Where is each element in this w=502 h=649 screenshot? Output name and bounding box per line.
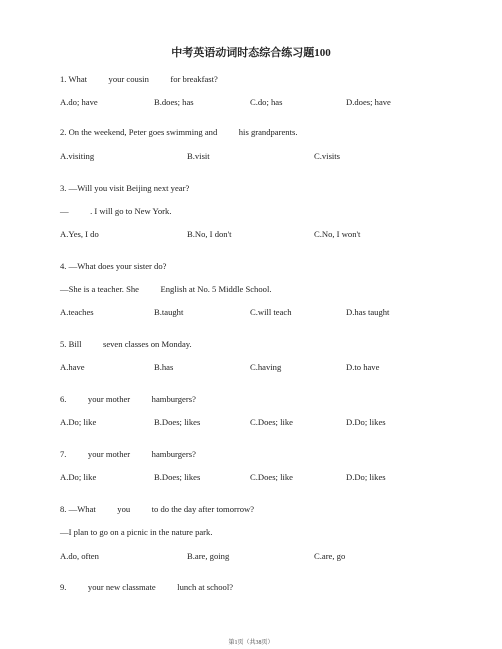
question-8-answer-line: —I plan to go on a picnic in the nature park.: [60, 527, 213, 537]
question-3-option-a: A.Yes, I do: [60, 229, 99, 239]
question-2-stem: 2. On the weekend, Peter goes swimming and his grandparents.: [60, 127, 298, 137]
question-1-option-d: D.does; have: [346, 97, 391, 107]
page-title: 中考英语动词时态综合练习题100: [171, 47, 331, 59]
question-8-option-a: A.do, often: [60, 551, 99, 561]
question-8-option-c: C.are, go: [314, 551, 346, 561]
question-4-answer-line: —She is a teacher. She English at No. 5 Middle School.: [60, 284, 272, 294]
question-6-stem: 6. your mother hamburgers?: [60, 394, 196, 404]
question-5-option-d: D.to have: [346, 362, 380, 372]
question-5-stem: 5. Bill seven classes on Monday.: [60, 339, 192, 349]
question-1-option-b: B.does; has: [154, 97, 194, 107]
question-4-option-c: C.will teach: [250, 307, 292, 317]
question-3-option-b: B.No, I don't: [187, 229, 232, 239]
page-footer: 第1页（共38页）: [228, 640, 274, 646]
question-4-stem: 4. —What does your sister do?: [60, 261, 167, 271]
question-8-option-b: B.are, going: [187, 551, 230, 561]
question-6-option-b: B.Does; likes: [154, 417, 201, 427]
question-7-option-d: D.Do; likes: [346, 472, 386, 482]
question-9-stem: 9. your new classmate lunch at school?: [60, 582, 234, 592]
question-7-option-a: A.Do; like: [60, 472, 97, 482]
question-1-option-a: A.do; have: [60, 97, 98, 107]
question-7-option-c: C.Does; like: [250, 472, 293, 482]
question-7-option-b: B.Does; likes: [154, 472, 201, 482]
question-2-option-b: B.visit: [187, 151, 210, 161]
question-4-option-b: B.taught: [154, 307, 184, 317]
question-2-option-a: A.visiting: [60, 151, 95, 161]
question-5-option-a: A.have: [60, 362, 85, 372]
question-7-stem: 7. your mother hamburgers?: [60, 449, 196, 459]
question-6-option-c: C.Does; like: [250, 417, 293, 427]
question-3-option-c: C.No, I won't: [314, 229, 361, 239]
question-4-option-a: A.teaches: [60, 307, 94, 317]
question-4-option-d: D.has taught: [346, 307, 390, 317]
question-3-stem: 3. —Will you visit Beijing next year?: [60, 183, 190, 193]
question-1-stem: 1. What your cousin for breakfast?: [60, 74, 218, 84]
question-8-stem: 8. —What you to do the day after tomorrow?: [60, 504, 255, 514]
question-3-answer-line: — . I will go to New York.: [60, 206, 172, 216]
question-5-option-b: B.has: [154, 362, 174, 372]
question-5-option-c: C.having: [250, 362, 282, 372]
question-6-option-a: A.Do; like: [60, 417, 97, 427]
question-2-option-c: C.visits: [314, 151, 341, 161]
question-6-option-d: D.Do; likes: [346, 417, 386, 427]
question-1-option-c: C.do; has: [250, 97, 283, 107]
